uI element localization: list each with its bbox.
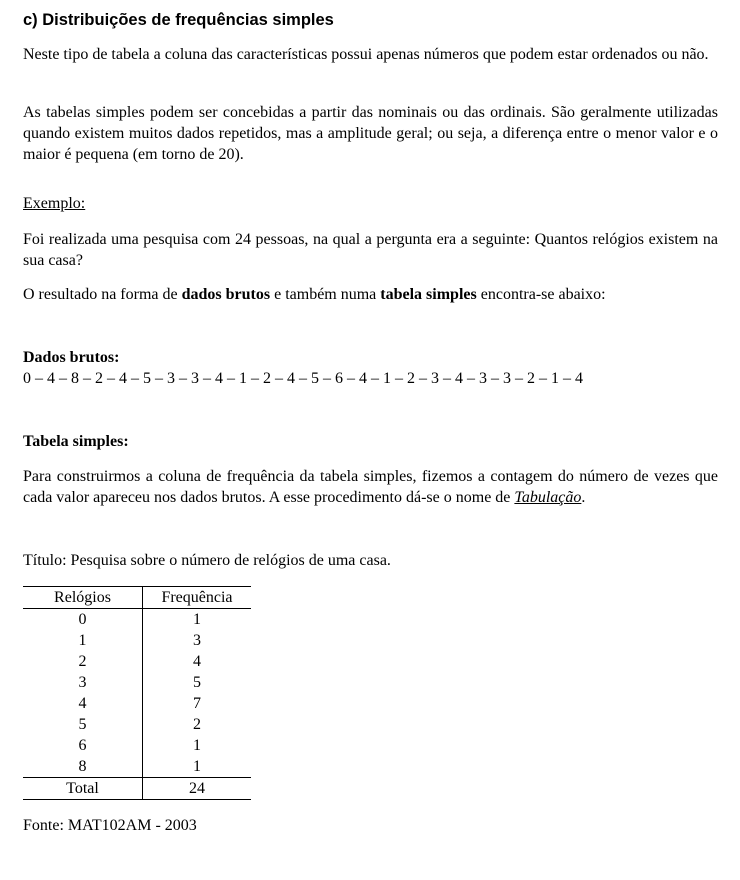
column-header-frequency: Frequência <box>143 587 252 609</box>
cell-frequency: 5 <box>193 674 201 691</box>
paragraph-usage: As tabelas simples podem ser concebidas a partir das nominais ou das ordinais. São geralmente utilizadas quando existem muitos dados repetidos, mas a amplitude geral; ou seja, a diferença entre o menor valor e o maior é pequena (em torno de 20). <box>23 104 718 163</box>
table-source: Fonte: MAT102AM - 2003 <box>23 817 197 834</box>
cell-clocks: 8 <box>23 756 143 778</box>
paragraph-intro: Neste tipo de tabela a coluna das características possui apenas números que podem estar ordenados ou não. <box>23 46 709 63</box>
raw-data-values: 0 – 4 – 8 – 2 – 4 – 5 – 3 – 3 – 4 – 1 – 2 – 4 – 5 – 6 – 4 – 1 – 2 – 3 – 4 – 3 – 3 – 2 – 1 – 4 <box>23 370 583 387</box>
cell-clocks: 2 <box>23 651 143 672</box>
cell-clocks: 5 <box>23 714 143 735</box>
cell-frequency: 7 <box>193 695 201 712</box>
table-header-row <box>23 587 251 609</box>
simple-table-label: Tabela simples: <box>23 433 129 450</box>
result-bold-raw-data: dados brutos <box>181 286 271 303</box>
table-row <box>23 609 251 631</box>
result-bold-simple-table: tabela simples <box>380 286 477 303</box>
tabulation-period: . <box>581 489 586 506</box>
total-value: 24 <box>143 778 252 800</box>
table-row <box>23 672 251 693</box>
cell-frequency: 1 <box>193 758 201 775</box>
table-row <box>23 651 251 672</box>
tabulation-paragraph <box>23 466 718 508</box>
table-row <box>23 756 251 778</box>
cell-frequency: 3 <box>193 632 201 649</box>
result-text-2: e também numa <box>270 286 381 303</box>
table-total-row <box>23 778 251 800</box>
raw-data-label: Dados brutos: <box>23 349 120 366</box>
frequency-table <box>23 586 251 800</box>
cell-clocks: 1 <box>23 630 143 651</box>
table-row <box>23 693 251 714</box>
cell-frequency: 1 <box>193 611 201 628</box>
table-row <box>23 714 251 735</box>
example-text: Foi realizada uma pesquisa com 24 pessoas, na qual a pergunta era a seguinte: Quantos relógios existem na sua casa? <box>23 231 718 269</box>
cell-clocks: 0 <box>23 609 143 631</box>
cell-clocks: 6 <box>23 735 143 756</box>
result-sentence <box>23 284 718 305</box>
table-title: Título: Pesquisa sobre o número de relógios de uma casa. <box>23 552 391 569</box>
total-label: Total <box>23 778 143 800</box>
result-text-1: O resultado na forma de <box>23 286 182 303</box>
section-heading: c) Distribuições de frequências simples <box>23 11 334 29</box>
cell-frequency: 1 <box>193 737 201 754</box>
example-label: Exemplo: <box>23 195 86 212</box>
cell-clocks: 4 <box>23 693 143 714</box>
cell-clocks: 3 <box>23 672 143 693</box>
result-text-3: encontra-se abaixo: <box>476 286 606 303</box>
table-row <box>23 735 251 756</box>
column-header-clocks: Relógios <box>23 587 143 609</box>
cell-frequency: 2 <box>193 716 201 733</box>
tabulation-text: Para construirmos a coluna de frequência da tabela simples, fizemos a contagem do número de vezes que cada valor apareceu nos dados brutos. A esse procedimento dá-se o nome de <box>23 468 718 506</box>
table-row <box>23 630 251 651</box>
tabulation-term: Tabulação <box>514 489 582 506</box>
cell-frequency: 4 <box>193 653 201 670</box>
